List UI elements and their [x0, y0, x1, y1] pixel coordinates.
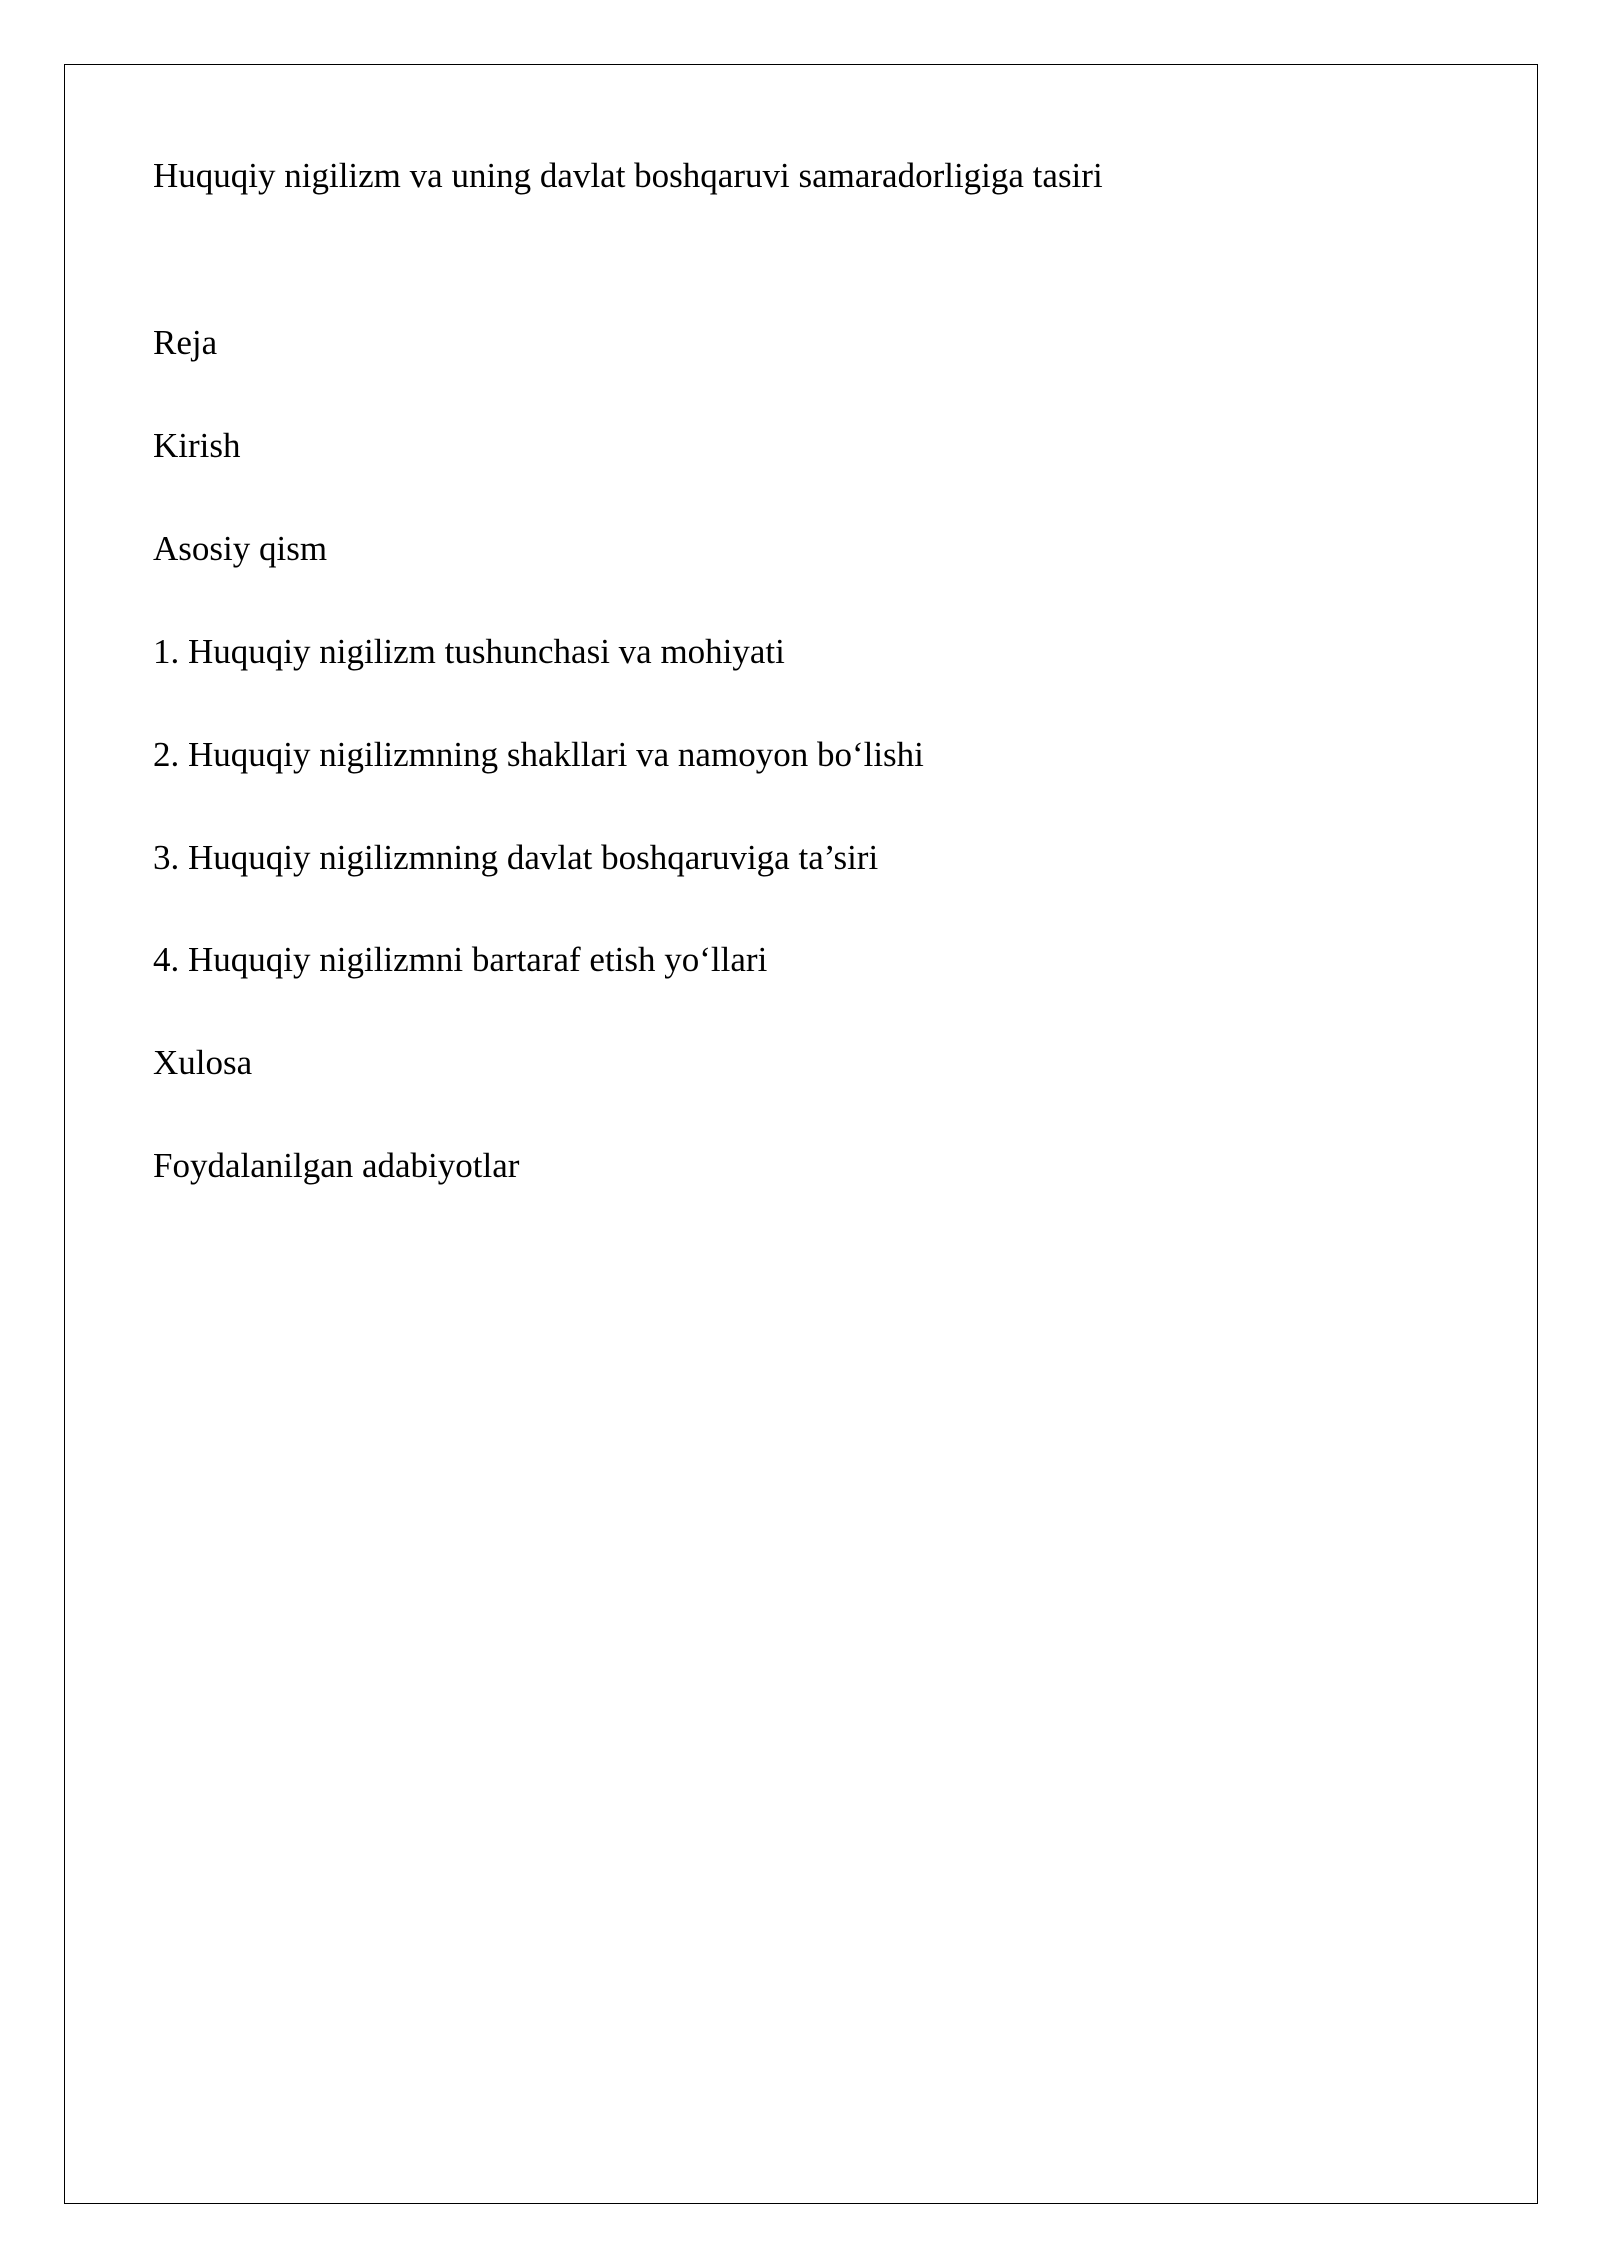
plan-item-kirish: Kirish [153, 426, 241, 465]
document-title: Huquqiy nigilizm va uning davlat boshqaruvi samaradorligiga tasiri [153, 156, 1103, 195]
plan-item-4: 4. Huquqiy nigilizmni bartaraf etish yo‘llari [153, 940, 768, 979]
plan-item-adabiyotlar: Foydalanilgan adabiyotlar [153, 1146, 520, 1185]
plan-item-asosiy-qism: Asosiy qism [153, 529, 328, 568]
plan-heading: Reja [153, 323, 218, 362]
plan-item-1: 1. Huquqiy nigilizm tushunchasi va mohiyati [153, 632, 785, 671]
plan-item-3: 3. Huquqiy nigilizmning davlat boshqaruviga ta’siri [153, 838, 879, 877]
page-border [64, 64, 1538, 2204]
plan-item-xulosa: Xulosa [153, 1043, 253, 1082]
plan-item-2: 2. Huquqiy nigilizmning shakllari va namoyon bo‘lishi [153, 735, 924, 774]
